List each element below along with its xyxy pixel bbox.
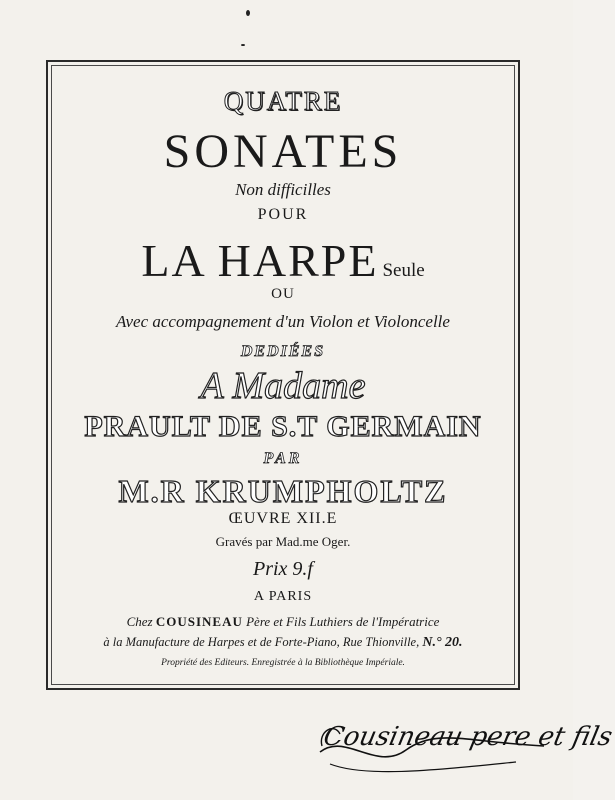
ink-speck [246,10,250,16]
ink-speck [241,44,245,46]
manufacture-number: N.° 20. [422,635,463,650]
text-ou: OU [271,286,295,302]
text-a-madame: A Madame [200,365,366,407]
manufacture-text: à la Manufacture de Harpes et de Forte-Piano, Rue Thionville, [103,635,420,649]
copyright-notice: Propriété des Editeurs. Enregistrée à la Bibliothèque Impériale. [161,658,405,668]
heading-quatre: QUATRE [223,86,343,116]
heading-sonates: SONATES [163,125,403,178]
publisher-suffix: Père et Fils Luthiers de l'Impératrice [246,614,440,629]
publisher-signature: Cousineau pere et fils [320,722,615,752]
opus-number: ŒUVRE XII.E [228,510,338,527]
dedicatee-name: PRAULT DE S.T GERMAIN [84,410,482,443]
text-dediees: DEDIÉES [240,343,326,360]
publisher-prefix: Chez [126,614,153,629]
publisher-line [52,614,514,630]
publisher-name: COUSINEAU [155,614,243,629]
heading-la-harpe: LA HARPE [141,235,379,286]
city: A PARIS [253,589,313,604]
text-seule: Seule [382,260,425,281]
price: Prix 9.f [253,558,313,580]
composer-name: M.R KRUMPHOLTZ [118,473,448,509]
instrument-line [52,234,514,287]
text-pour: POUR [257,206,309,223]
engraver-credit: Gravés par Mad.me Oger. [215,534,351,549]
text-accompaniment: Avec accompagnement d'un Violon et Violoncelle [116,312,450,331]
title-content [52,66,514,684]
subtitle-non-difficiles: Non difficilles [235,180,331,199]
manufacture-address [52,635,514,651]
text-par: PAR [263,450,303,467]
